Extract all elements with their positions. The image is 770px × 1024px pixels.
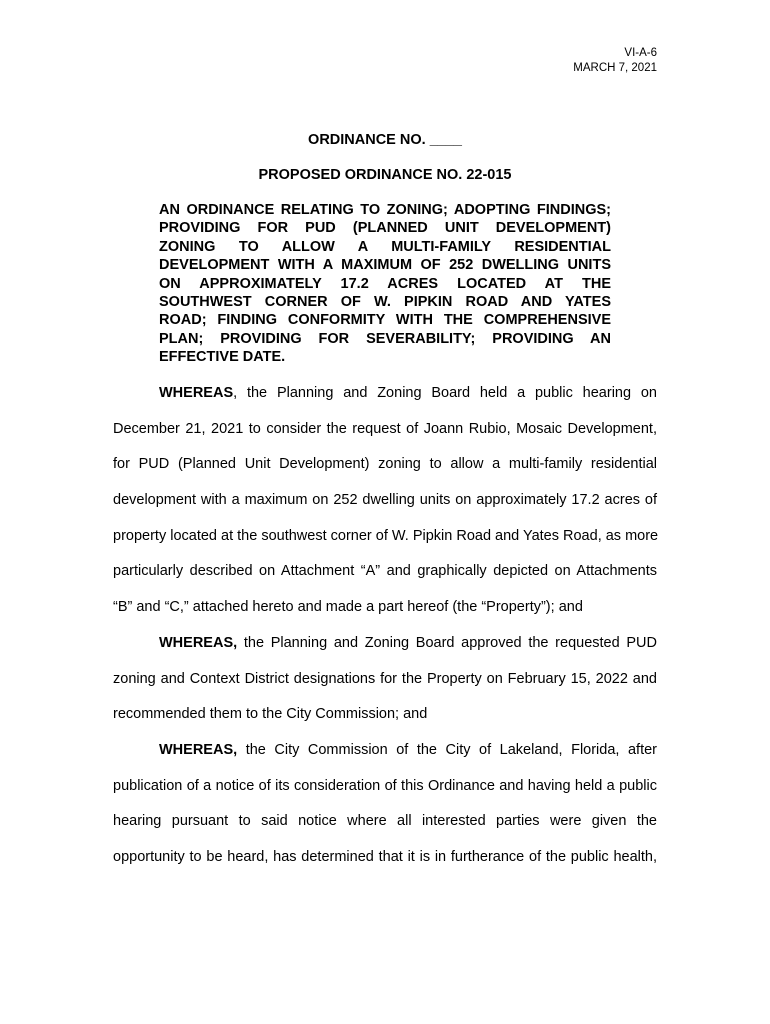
- title-line: DEVELOPMENT WITH A MAXIMUM OF 252 DWELLING UNITS: [159, 257, 611, 274]
- ordinance-title: [159, 201, 611, 367]
- paragraph-line: zoning and Context District designations for the Property on February 15, 2022 and: [113, 670, 657, 687]
- paragraph-line: “B” and “C,” attached hereto and made a part hereof (the “Property”); and: [113, 599, 583, 616]
- title-line: PROVIDING FOR PUD (PLANNED UNIT DEVELOPMENT): [159, 220, 611, 237]
- paragraph-first-line: [113, 626, 657, 662]
- paragraph-line: recommended them to the City Commission; and: [113, 706, 428, 723]
- title-line: ZONING TO ALLOW A MULTI-FAMILY RESIDENTIAL: [159, 238, 611, 255]
- paragraph-text: the City Commission of the City of Lakeland, Florida, after: [237, 741, 657, 758]
- paragraph-line: property located at the southwest corner of W. Pipkin Road and Yates Road, as more: [113, 527, 659, 544]
- title-line: ON APPROXIMATELY 17.2 ACRES LOCATED AT THE: [159, 275, 611, 292]
- proposed-ordinance-number: PROPOSED ORDINANCE NO. 22-015: [258, 167, 512, 183]
- paragraph-line: development with a maximum on 252 dwelling units on approximately 17.2 acres of: [113, 492, 657, 509]
- whereas-keyword: WHEREAS,: [159, 634, 238, 651]
- paragraph-text: the Planning and Zoning Board approved the requested PUD: [237, 634, 657, 651]
- paragraph-line: hearing pursuant to said notice where all interested parties were given the: [113, 813, 657, 830]
- title-line: EFFECTIVE DATE.: [159, 349, 286, 366]
- whereas-keyword: WHEREAS: [159, 385, 234, 401]
- title-line: SOUTHWEST CORNER OF W. PIPKIN ROAD AND YATES: [159, 293, 611, 310]
- title-line: ROAD; FINDING CONFORMITY WITH THE COMPREHENSIVE: [159, 312, 611, 329]
- ordinance-number: ORDINANCE NO. ____: [308, 132, 462, 148]
- paragraph-line: opportunity to be heard, has determined that it is in furtherance of the public health,: [113, 848, 657, 865]
- title-line: AN ORDINANCE RELATING TO ZONING; ADOPTING FINDINGS;: [159, 202, 611, 218]
- header-reference: [573, 46, 657, 76]
- paragraph-first-line: [113, 376, 657, 412]
- doc-date: MARCH 7, 2021: [573, 62, 657, 74]
- title-line: PLAN; PROVIDING FOR SEVERABILITY; PROVIDING AN: [159, 330, 611, 347]
- whereas-keyword: WHEREAS,: [159, 741, 238, 758]
- paragraph-first-line: [113, 733, 657, 769]
- doc-ref-code: VI-A-6: [624, 47, 657, 59]
- paragraph-line: December 21, 2021 to consider the request of Joann Rubio, Mosaic Development,: [113, 420, 657, 437]
- paragraph-line: particularly described on Attachment “A” and graphically depicted on Attachments: [113, 563, 657, 580]
- paragraph-line: for PUD (Planned Unit Development) zoning to allow a multi-family residential: [113, 456, 657, 473]
- ordinance-body: [113, 376, 657, 876]
- paragraph-text: , the Planning and Zoning Board held a public hearing on: [233, 385, 657, 401]
- paragraph-line: publication of a notice of its consideration of this Ordinance and having held a public: [113, 777, 657, 794]
